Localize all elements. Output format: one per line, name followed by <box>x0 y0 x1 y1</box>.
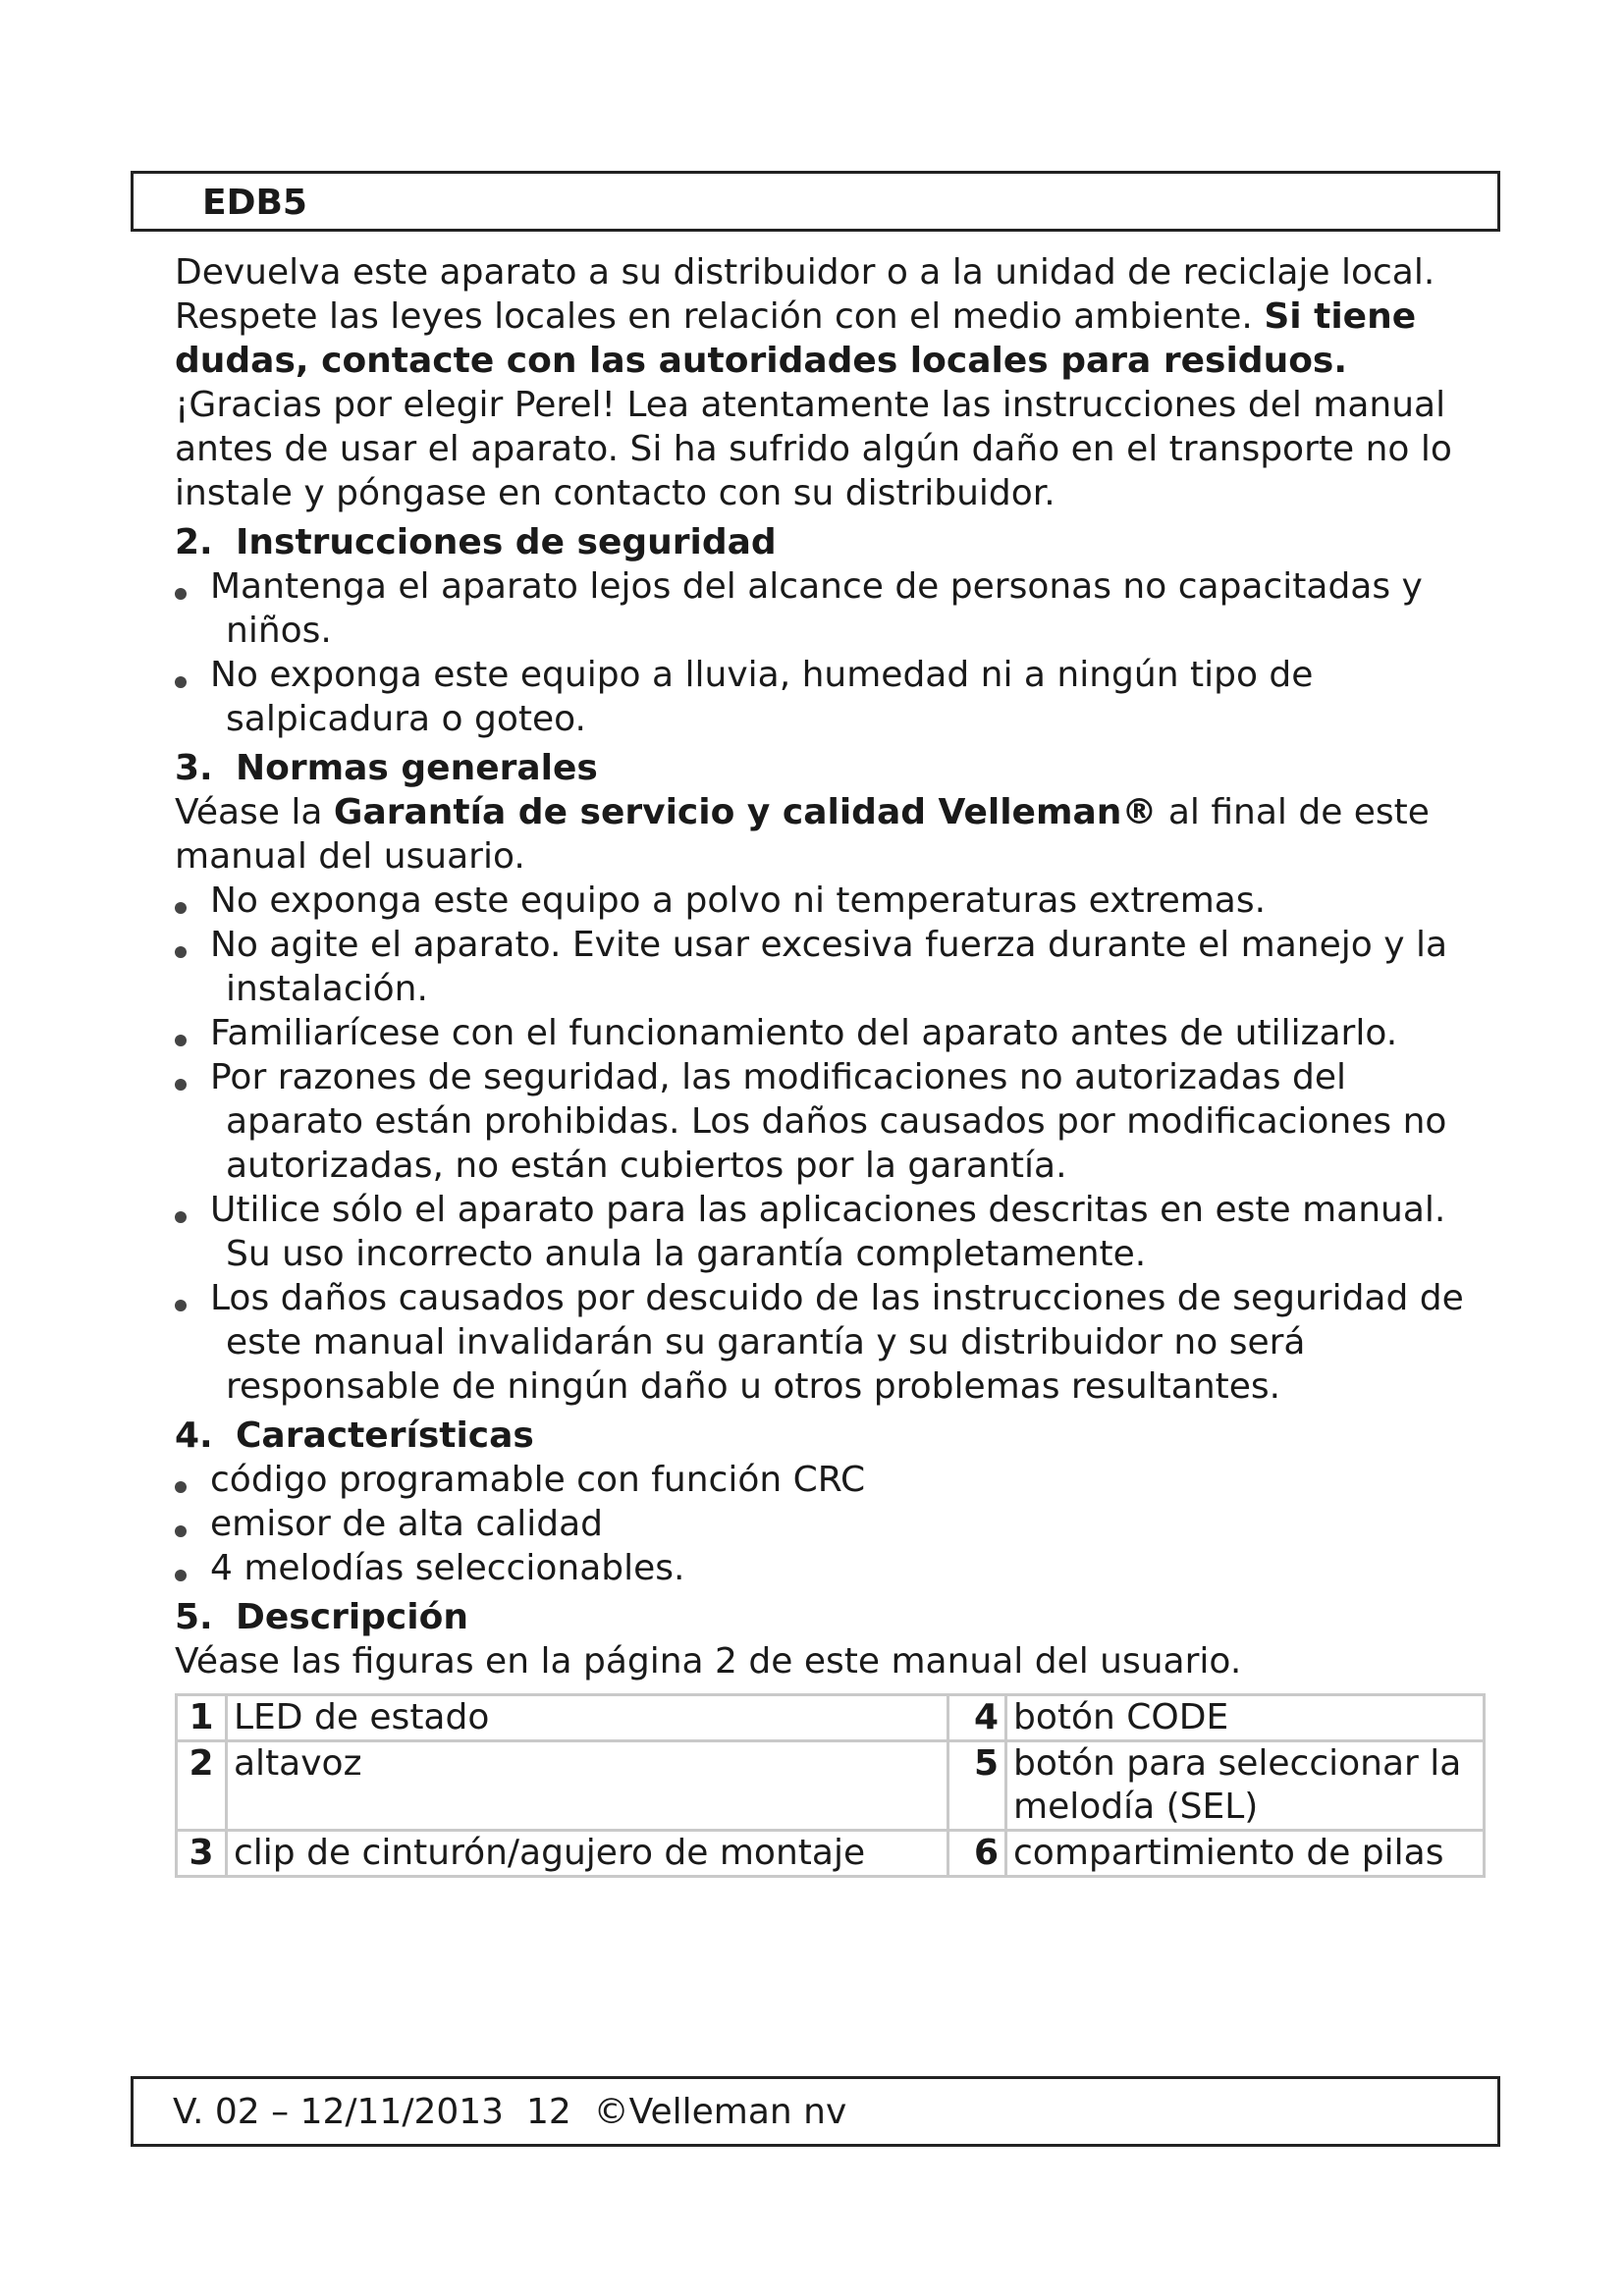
list-item <box>175 1458 1481 1502</box>
bullet-icon <box>175 1570 187 1581</box>
part-label: compartimiento de pilas <box>1006 1831 1485 1877</box>
part-number: 3 <box>177 1831 227 1877</box>
part-label: clip de cinturón/agujero de montaje <box>227 1831 948 1877</box>
footer-text: V. 02 – 12/11/2013 12 ©Velleman nv <box>173 2092 847 2132</box>
section-3-title: Normas generales <box>236 748 598 788</box>
page-content <box>175 250 1481 1878</box>
list-item-text: Familiarícese con el funcionamiento del aparato antes de utilizarlo. <box>210 1013 1398 1053</box>
list-item-text: No agite el aparato. Evite usar excesiva fuerza durante el manejo y la instalación. <box>210 925 1448 1009</box>
list-item-text: código programable con función CRC <box>210 1460 866 1500</box>
bullet-icon <box>175 676 187 688</box>
list-item <box>175 564 1481 653</box>
bullet-icon <box>175 1211 187 1223</box>
description-table <box>175 1693 1486 1878</box>
section-5-number: 5. <box>175 1597 213 1637</box>
section-3-heading <box>175 747 1481 790</box>
section-3-number: 3. <box>175 748 213 788</box>
section-2-title: Instrucciones de seguridad <box>236 522 777 562</box>
list-item <box>175 923 1481 1011</box>
section-2-heading <box>175 521 1481 564</box>
section-3-intro <box>175 790 1481 879</box>
table-row <box>177 1831 1485 1877</box>
section-4-heading <box>175 1415 1481 1458</box>
list-item <box>175 1055 1481 1188</box>
bullet-icon <box>175 1035 187 1046</box>
section-5-intro: Véase las figuras en la página 2 de este manual del usuario. <box>175 1641 1242 1682</box>
table-row <box>177 1741 1485 1831</box>
list-item-text: Mantenga el aparato lejos del alcance de personas no capacitadas y niños. <box>210 566 1423 651</box>
list-item-text: Utilice sólo el aparato para las aplicaciones descritas en este manual. Su uso incorrecto anula la garantía completamente. <box>210 1190 1446 1274</box>
list-item <box>175 1502 1481 1546</box>
section-4-title: Características <box>236 1415 534 1456</box>
part-label: botón para seleccionar la melodía (SEL) <box>1006 1741 1485 1831</box>
section-3-intro-post: al final de este manual del usuario. <box>175 792 1430 877</box>
bullet-icon <box>175 946 187 958</box>
list-item-text: Los daños causados por descuido de las instrucciones de seguridad de este manual invalidarán su garantía y su distribuidor no será responsable de ningún daño u otros problemas resultantes. <box>210 1278 1464 1407</box>
list-item <box>175 1546 1481 1590</box>
part-label: altavoz <box>227 1741 948 1831</box>
section-3-intro-bold: Garantía de servicio y calidad Velleman® <box>333 792 1158 832</box>
list-item-text: Por razones de seguridad, las modificaciones no autorizadas del aparato están prohibidas. Los daños causados por modificaciones no autorizadas, no están cubiertos por la garantía. <box>210 1057 1447 1186</box>
list-item <box>175 1011 1481 1055</box>
section-5-title: Descripción <box>236 1597 468 1637</box>
list-item-text: 4 melodías seleccionables. <box>210 1548 685 1588</box>
table-row <box>177 1695 1485 1741</box>
bullet-icon <box>175 588 187 600</box>
part-label: botón CODE <box>1006 1695 1485 1741</box>
intro-text-2: ¡Gracias por elegir Perel! Lea atentamente las instrucciones del manual antes de usar el aparato. Si ha sufrido algún daño en el transporte no lo instale y póngase en contacto con su distribuidor. <box>175 385 1452 513</box>
bullet-icon <box>175 1300 187 1311</box>
list-item <box>175 653 1481 741</box>
footer-box <box>131 2076 1500 2147</box>
list-item-text: No exponga este equipo a lluvia, humedad ni a ningún tipo de salpicadura o goteo. <box>210 655 1314 739</box>
section-5-heading <box>175 1596 1481 1639</box>
header-title: EDB5 <box>202 183 307 223</box>
list-item-text: emisor de alta calidad <box>210 1504 603 1544</box>
part-number: 2 <box>177 1741 227 1831</box>
bullet-icon <box>175 902 187 914</box>
intro-bold: Si tiene dudas, contacte con las autoridades locales para residuos. <box>175 296 1417 381</box>
list-item <box>175 1276 1481 1409</box>
section-4-number: 4. <box>175 1415 213 1456</box>
section-2-list <box>175 564 1481 741</box>
part-number: 5 <box>948 1741 1006 1831</box>
list-item <box>175 1188 1481 1276</box>
bullet-icon <box>175 1525 187 1537</box>
header-box <box>131 171 1500 232</box>
part-number: 1 <box>177 1695 227 1741</box>
part-number: 6 <box>948 1831 1006 1877</box>
section-3-intro-pre: Véase la <box>175 792 334 832</box>
list-item-text: No exponga este equipo a polvo ni temperaturas extremas. <box>210 881 1267 921</box>
section-3-list <box>175 879 1481 1409</box>
section-4-list <box>175 1458 1481 1590</box>
part-label: LED de estado <box>227 1695 948 1741</box>
list-item <box>175 879 1481 923</box>
bullet-icon <box>175 1079 187 1091</box>
part-number: 4 <box>948 1695 1006 1741</box>
bullet-icon <box>175 1481 187 1493</box>
intro-text-1: Devuelva este aparato a su distribuidor o a la unidad de reciclaje local. Respete las leyes locales en relación con el medio ambiente. <box>175 252 1435 337</box>
intro-paragraph <box>175 250 1481 515</box>
section-2-number: 2. <box>175 522 213 562</box>
